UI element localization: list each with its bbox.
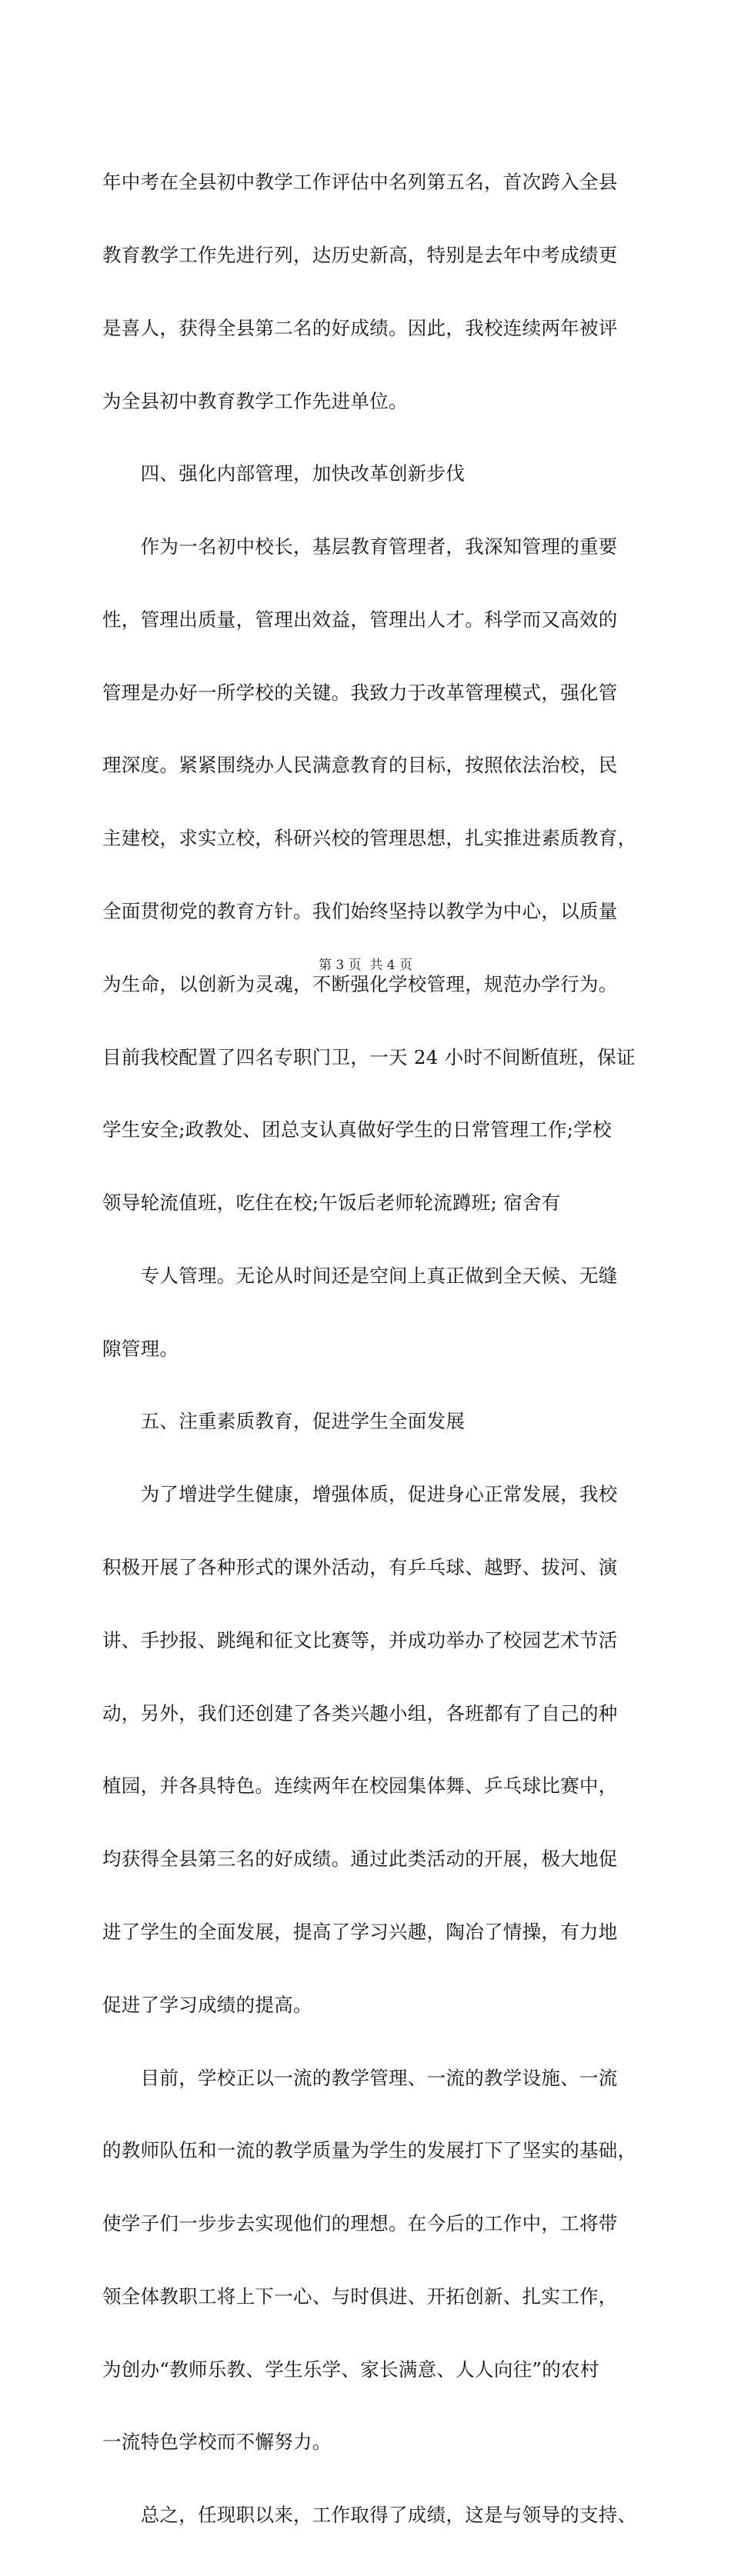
text-line: 年中考在全县初中教学工作评估中名列第五名，首次跨入全县 [102, 171, 618, 194]
text-line: 动，另外，我们还创建了各类兴趣小组，各班都有了自己的种 [102, 1701, 618, 1725]
text-line: 目前，学校正以一流的教学管理、一流的教学设施、一流 [102, 2066, 618, 2089]
text-line: 使学子们一步步去实现他们的理想。在今后的工作中，工将带 [102, 2212, 618, 2235]
text-line: 全面贯彻党的教育方针。我们始终坚持以教学为中心，以质量 [102, 900, 618, 922]
text-line: 进了学生的全面发展，提高了学习兴趣，陶冶了情操，有力地 [102, 1920, 618, 1943]
text-line: 讲、手抄报、跳绳和征文比赛等，并成功举办了校园艺术节活 [102, 1628, 618, 1651]
section-heading: 五、注重素质教育，促进学生全面发展 [102, 1410, 466, 1433]
text-line: 目前我校配置了四名专职门卫，一天 24 小时不间断值班，保证 [102, 1045, 636, 1068]
text-line: 一流特色学校而不懈努力。 [102, 2431, 332, 2454]
text-line: 领导轮流值班，吃住在校;午饭后老师轮流蹲班; 宿舍有 [102, 1191, 561, 1215]
text-line: 积极开展了各种形式的课外活动，有乒乓球、越野、拔河、演 [102, 1556, 618, 1579]
text-line: 为了增进学生健康，增强体质，促进身心正常发展，我校 [102, 1483, 618, 1506]
text-line: 促进了学习成绩的提高。 [102, 1993, 312, 2016]
text-line: 植园，并各具特色。连续两年在校园集体舞、乒乓球比赛中， [102, 1775, 618, 1798]
text-line: 为全县初中教育教学工作先进单位。 [102, 389, 408, 412]
text-line: 理深度。紧紧围绕办人民满意教育的目标，按照依法治校，民 [102, 754, 618, 777]
text-line: 的教师队伍和一流的教学质量为学生的发展打下了坚实的基础， [102, 2139, 637, 2162]
text-line: 是喜人，获得全县第二名的好成绩。因此，我校连续两年被评 [102, 316, 618, 339]
text-line: 为生命，以创新为灵魂，不断强化学校管理，规范办学行为。 [102, 972, 618, 995]
document-body [102, 122, 650, 2576]
text-line: 隙管理。 [102, 1337, 179, 1360]
section-heading: 四、强化内部管理，加快改革创新步伐 [102, 462, 466, 485]
text-line: 主建校，求实立校，科研兴校的管理思想，扎实推进素质教育， [102, 827, 637, 850]
text-line: 总之，任现职以来，工作取得了成绩，这是与领导的支持、 [102, 2504, 637, 2527]
text-line: 作为一名初中校长，基层教育管理者，我深知管理的重要 [102, 535, 618, 558]
text-line: 学生安全;政教处、团总支认真做好学生的日常管理工作;学校 [102, 1118, 612, 1141]
text-line: 性，管理出质量，管理出效益，管理出人才。科学而又高效的 [102, 608, 618, 631]
text-line: 教育教学工作先进行列，达历史新高，特别是去年中考成绩更 [102, 243, 618, 266]
text-line: 管理是办好一所学校的关键。我致力于改革管理模式，强化管 [102, 681, 618, 704]
page-number-footer: 第 3 页 共 4 页 [318, 958, 413, 973]
text-line: 领全体教职工将上下一心、与时俱进、开拓创新、扎实工作， [102, 2284, 618, 2308]
text-line: 为创办“教师乐教、学生乐学、家长满意、人人向往”的农村 [102, 2358, 599, 2381]
text-line: 专人管理。无论从时间还是空间上真正做到全天候、无缝 [102, 1264, 618, 1287]
text-line: 均获得全县第三名的好成绩。通过此类活动的开展，极大地促 [102, 1848, 618, 1871]
